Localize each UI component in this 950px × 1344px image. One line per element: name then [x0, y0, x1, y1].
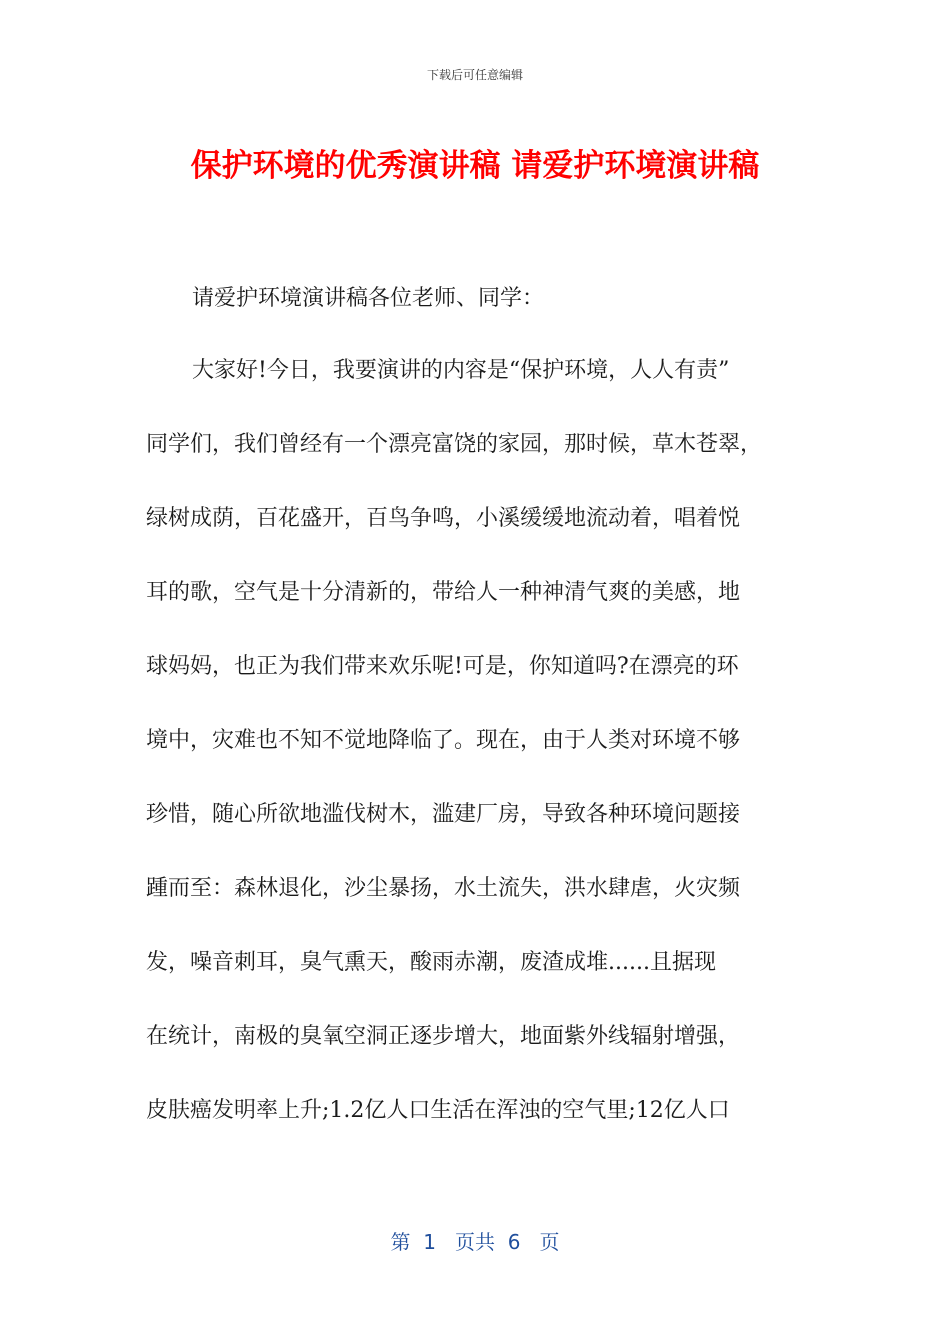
paragraph-line: 请爱护环境演讲稿各位老师、同学： [192, 286, 545, 311]
paragraph-line: 踵而至：森林退化，沙尘暴扬，水土流失，洪水肆虐，火灾频 [146, 876, 741, 901]
paragraph-line: 球妈妈，也正为我们带来欢乐呢!可是，你知道吗?在漂亮的环 [146, 654, 739, 679]
paragraph-line: 境中，灾难也不知不觉地降临了。现在，由于人类对环境不够 [146, 728, 741, 753]
page-number-footer: 第 1 页共 6 页 [390, 1230, 560, 1254]
paragraph-line: 珍惜，随心所欲地滥伐树木，滥建厂房，导致各种环境问题接 [146, 802, 741, 827]
paragraph-line: 大家好!今日，我要演讲的内容是“保护环境，人人有责” [192, 358, 730, 383]
paragraph-line: 在统计，南极的臭氧空洞正逐步增大，地面紫外线辐射增强， [146, 1024, 741, 1049]
paragraph-line: 发，噪音刺耳，臭气熏天，酸雨赤潮，废渣成堆......且据现 [146, 950, 716, 975]
document-title: 保护环境的优秀演讲稿 请爱护环境演讲稿 [190, 148, 760, 184]
paragraph-line: 同学们，我们曾经有一个漂亮富饶的家园，那时候，草木苍翠， [146, 432, 763, 457]
header-note: 下载后可任意编辑 [426, 68, 523, 82]
paragraph-line: 耳的歌，空气是十分清新的，带给人一种神清气爽的美感，地 [146, 580, 741, 605]
paragraph-line: 绿树成荫，百花盛开，百鸟争鸣，小溪缓缓地流动着，唱着悦 [146, 506, 741, 531]
paragraph-line: 皮肤癌发明率上升;1.2亿人口生活在浑浊的空气里;12亿人口 [146, 1098, 730, 1123]
